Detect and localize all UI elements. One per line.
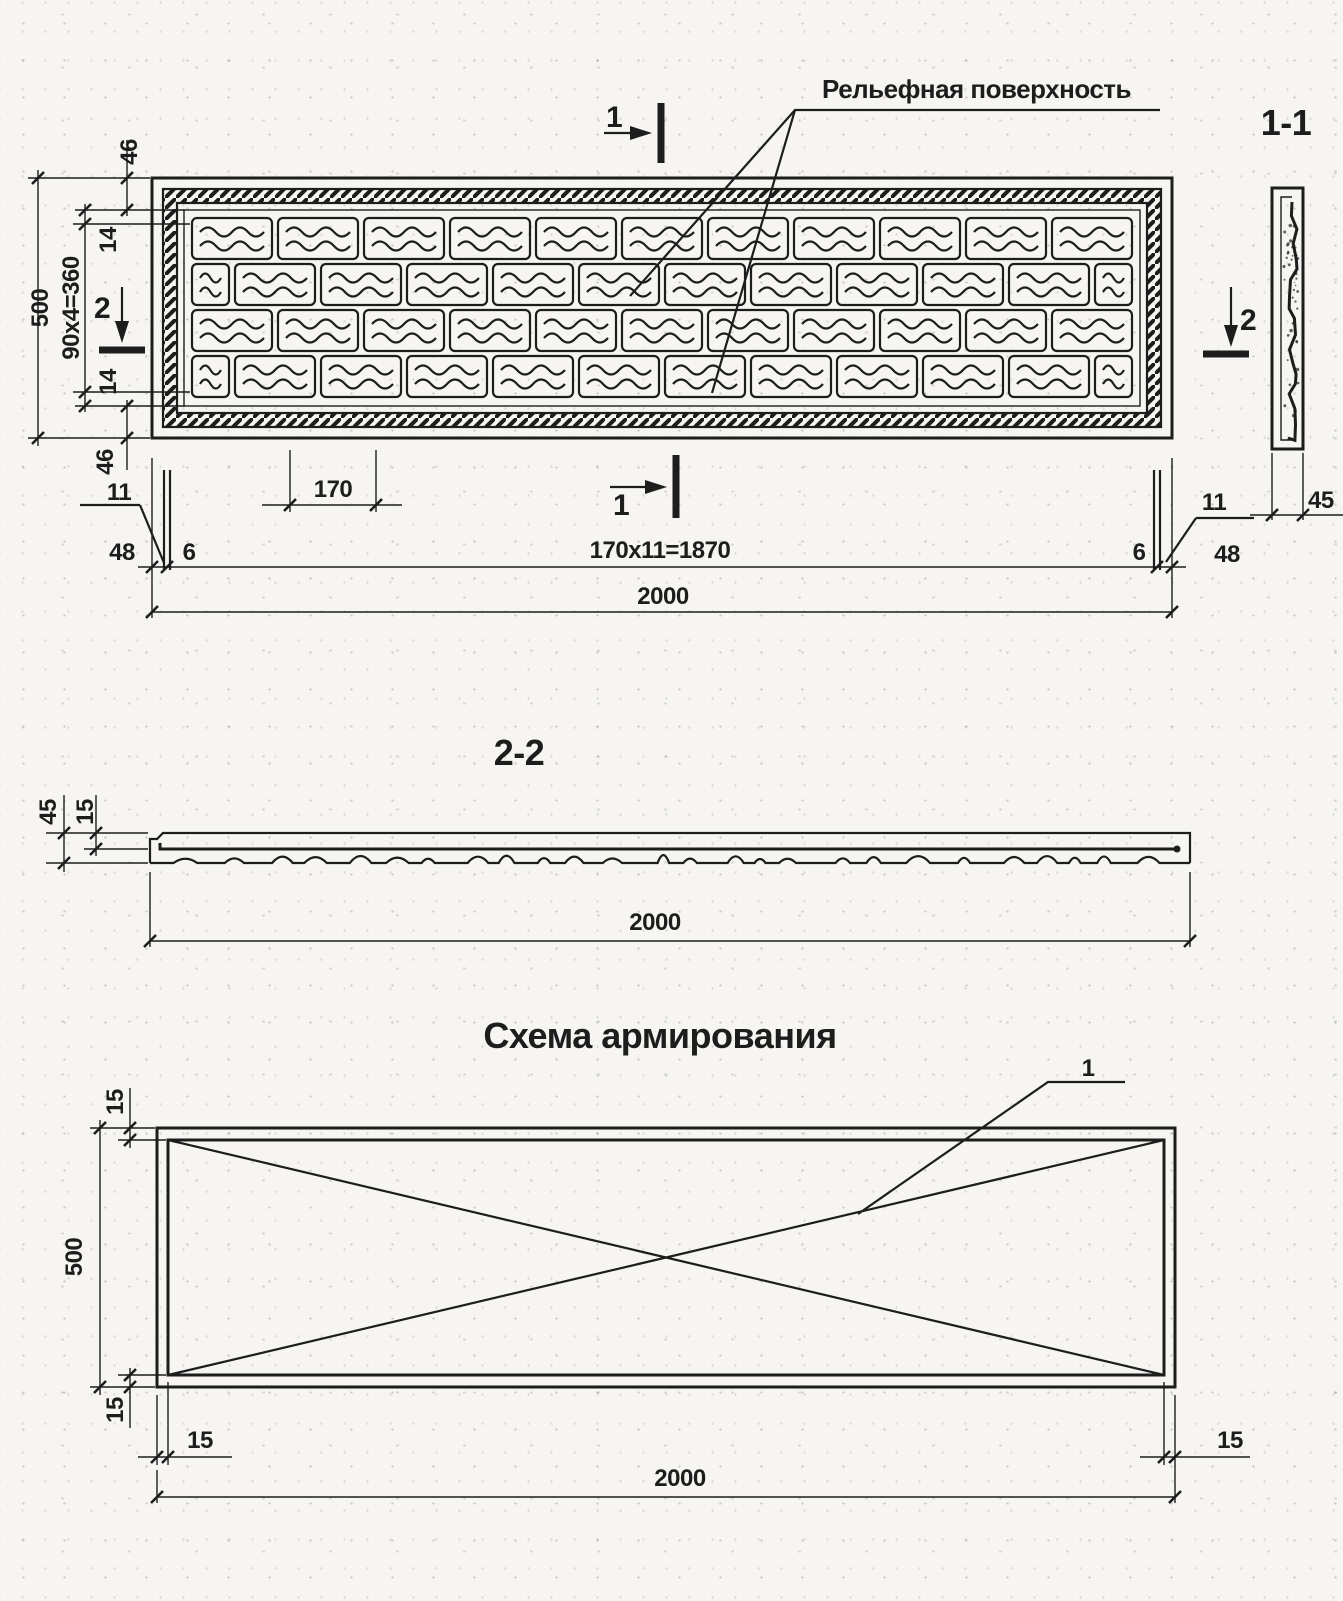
- stipple-dot: [1288, 305, 1290, 307]
- stipple-dot: [1292, 322, 1295, 325]
- arrow-right-icon: [645, 480, 667, 494]
- relief-wave: [888, 334, 952, 343]
- stipple-dot: [1286, 257, 1288, 259]
- relief-wave: [759, 288, 823, 297]
- stipple-dot: [1295, 265, 1298, 268]
- stipple-dot: [1295, 254, 1298, 257]
- dim-90x4-360: 90x4=360: [58, 256, 85, 360]
- relief-wave: [1103, 380, 1124, 389]
- relief-wave: [673, 288, 737, 297]
- stipple-dot: [1295, 285, 1297, 287]
- relief-wave: [501, 380, 565, 389]
- rebar-end-dot: [1174, 846, 1181, 853]
- stipple-dot: [1292, 255, 1294, 257]
- relief-wave: [1103, 288, 1124, 297]
- relief-wave: [845, 288, 909, 297]
- stipple-dot: [1289, 239, 1292, 242]
- relief-wave: [673, 380, 737, 389]
- brick: [708, 310, 788, 351]
- section-1-1-outline: [1272, 188, 1303, 449]
- section-mark-2-right-label: 2: [1240, 304, 1257, 337]
- stipple-dot: [1289, 224, 1293, 228]
- brick: [493, 356, 573, 397]
- brick: [579, 264, 659, 305]
- brick: [192, 310, 272, 351]
- relief-wave: [544, 242, 608, 251]
- relief-wave: [458, 334, 522, 343]
- dim-15-scheme-bottom: 15: [102, 1397, 129, 1423]
- relief-wave: [888, 242, 952, 251]
- stipple-dot: [1296, 307, 1298, 309]
- stipple-dot: [1294, 272, 1297, 275]
- dim-2000-scheme: 2000: [654, 1465, 706, 1492]
- brick: [278, 310, 358, 351]
- relief-wave: [974, 334, 1038, 343]
- relief-wave: [931, 380, 995, 389]
- relief-wave: [1103, 366, 1124, 375]
- dim-15-section22: 15: [72, 799, 99, 825]
- dimension-lines: [28, 140, 1343, 1503]
- brick: [794, 310, 874, 351]
- brick: [1095, 264, 1132, 305]
- stipple-dot: [1295, 277, 1297, 279]
- brick: [751, 356, 831, 397]
- relief-wave: [243, 366, 307, 375]
- relief-wave: [200, 288, 221, 297]
- relief-wave: [329, 366, 393, 375]
- relief-wave: [544, 228, 608, 237]
- relief-wave: [1017, 380, 1081, 389]
- dim-15-scheme-right: 15: [1217, 1427, 1243, 1454]
- brick: [837, 356, 917, 397]
- stipple-dot: [1296, 290, 1299, 293]
- brick: [1052, 310, 1132, 351]
- brick: [1095, 356, 1132, 397]
- brick: [1009, 264, 1089, 305]
- relief-wave: [888, 228, 952, 237]
- relief-wave: [1017, 366, 1081, 375]
- dim-15-scheme-left: 15: [187, 1427, 213, 1454]
- relief-wave: [974, 228, 1038, 237]
- relief-wave: [630, 320, 694, 329]
- dim-6-right: 6: [1132, 539, 1146, 566]
- relief-wave: [587, 288, 651, 297]
- relief-wave: [286, 320, 350, 329]
- relief-wave: [716, 320, 780, 329]
- brick: [364, 218, 444, 259]
- dim-14-top: 14: [95, 227, 122, 253]
- relief-wave: [372, 334, 436, 343]
- section-mark-2-right: [1203, 287, 1257, 354]
- dim-2000-section22: 2000: [629, 909, 681, 936]
- relief-wave: [243, 274, 307, 283]
- dim-48-left: 48: [109, 539, 135, 566]
- relief-wave: [716, 334, 780, 343]
- relief-wave: [931, 288, 995, 297]
- relief-wave: [200, 320, 264, 329]
- relief-wave: [200, 274, 221, 283]
- relief-wave: [974, 242, 1038, 251]
- brick: [751, 264, 831, 305]
- stipple-dot: [1294, 300, 1296, 302]
- relief-wave: [802, 228, 866, 237]
- stipple-dot: [1283, 231, 1286, 234]
- pin-or-leader-line: [1166, 518, 1196, 562]
- relief-wave: [329, 380, 393, 389]
- relief-wave: [1060, 242, 1124, 251]
- brick: [923, 264, 1003, 305]
- brick: [1052, 218, 1132, 259]
- relief-profile-line: [1288, 202, 1297, 440]
- brick: [665, 356, 745, 397]
- stipple-dot: [1289, 329, 1292, 332]
- brick: [321, 264, 401, 305]
- stipple-dot: [1295, 247, 1297, 249]
- relief-wave: [845, 274, 909, 283]
- brick: [192, 264, 229, 305]
- relief-wave: [286, 334, 350, 343]
- relief-wave: [372, 242, 436, 251]
- relief-wave: [458, 228, 522, 237]
- stipple-dot: [1291, 259, 1293, 261]
- section-mark-1-top: [604, 101, 661, 163]
- stipple-dot: [1288, 347, 1291, 350]
- stipple-dot: [1297, 382, 1300, 385]
- relief-wave: [931, 274, 995, 283]
- brick: [536, 218, 616, 259]
- plan-view: [27, 74, 1257, 610]
- dim-45-section11: 45: [1308, 487, 1334, 514]
- brick: [622, 310, 702, 351]
- relief-wave: [329, 288, 393, 297]
- relief-wave: [501, 274, 565, 283]
- relief-wave: [415, 288, 479, 297]
- relief-wave: [415, 366, 479, 375]
- relief-wave: [1017, 274, 1081, 283]
- relief-wave: [845, 380, 909, 389]
- rope-border-outer: [163, 189, 1161, 427]
- brick: [450, 310, 530, 351]
- relief-wave: [716, 242, 780, 251]
- dim-500: 500: [27, 288, 54, 328]
- brick: [235, 356, 315, 397]
- item-11-left-label: 11: [106, 479, 132, 506]
- relief-wave: [802, 320, 866, 329]
- section-mark-1-top-label: 1: [606, 101, 623, 134]
- relief-wave: [501, 366, 565, 375]
- relief-wave: [1060, 334, 1124, 343]
- relief-wave: [501, 288, 565, 297]
- stipple-dot: [1293, 289, 1295, 291]
- relief-wave: [200, 334, 264, 343]
- relief-wave: [931, 366, 995, 375]
- section-1-1-view: [1261, 102, 1334, 514]
- reinforcement-scheme: [61, 1015, 1243, 1492]
- arrow-down-icon: [115, 321, 129, 343]
- relief-wave: [458, 320, 522, 329]
- relief-surface-label: Рельефная поверхность: [822, 74, 1132, 104]
- brick: [192, 356, 229, 397]
- relief-wave: [286, 228, 350, 237]
- dim-46-bottom: 46: [92, 449, 119, 475]
- dim-170: 170: [313, 476, 353, 503]
- relief-wave: [243, 380, 307, 389]
- reinforcement-title: Схема армирования: [483, 1015, 837, 1056]
- section-2-2-rebar: [160, 843, 1176, 849]
- section-1-1-title: 1-1: [1260, 102, 1312, 143]
- dim-46-top: 46: [116, 139, 143, 165]
- brick-relief-pattern: [192, 218, 1132, 397]
- arrow-right-icon: [630, 126, 652, 140]
- stipple-dot: [1293, 224, 1296, 227]
- section-mark-2-left: [94, 287, 145, 350]
- section-mark-2-left-label: 2: [94, 292, 111, 325]
- stipple-dot: [1288, 263, 1291, 266]
- relief-wave: [630, 334, 694, 343]
- stipple-dot: [1283, 404, 1286, 407]
- relief-wave: [1060, 320, 1124, 329]
- relief-wave: [759, 380, 823, 389]
- relief-wave: [415, 380, 479, 389]
- relief-wave: [200, 380, 221, 389]
- relief-wave: [286, 242, 350, 251]
- brick-field-frame: [184, 210, 1140, 406]
- item-11-right-label: 11: [1201, 489, 1227, 516]
- relief-wave: [200, 228, 264, 237]
- brick: [407, 356, 487, 397]
- relief-wave: [587, 366, 651, 375]
- relief-wave: [372, 320, 436, 329]
- brick: [923, 356, 1003, 397]
- stipple-dot: [1295, 340, 1298, 343]
- relief-wave: [673, 274, 737, 283]
- brick: [1009, 356, 1089, 397]
- stipple-dot: [1294, 337, 1296, 339]
- dim-14-bottom: 14: [95, 369, 122, 395]
- relief-wave: [888, 320, 952, 329]
- dim-6-left: 6: [182, 539, 196, 566]
- section-1-1-relief-texture: [1282, 202, 1299, 440]
- stipple-dot: [1287, 334, 1290, 337]
- section-1-1-inner-edge: [1281, 197, 1292, 440]
- relief-wave: [802, 242, 866, 251]
- relief-wave: [544, 320, 608, 329]
- relief-wave: [200, 242, 264, 251]
- relief-wave: [587, 274, 651, 283]
- brick: [665, 264, 745, 305]
- stipple-dot: [1291, 246, 1294, 249]
- brick: [493, 264, 573, 305]
- stipple-dot: [1287, 242, 1290, 245]
- brick: [321, 356, 401, 397]
- brick: [880, 310, 960, 351]
- brick: [450, 218, 530, 259]
- relief-wave: [630, 242, 694, 251]
- item-1-label: 1: [1081, 1055, 1095, 1082]
- stipple-dot: [1287, 252, 1290, 255]
- relief-wave: [243, 288, 307, 297]
- relief-wave: [1017, 288, 1081, 297]
- relief-wave: [200, 366, 221, 375]
- section-2-2-view: [35, 732, 1190, 936]
- dim-2000-plan: 2000: [637, 583, 689, 610]
- brick: [536, 310, 616, 351]
- stipple-dot: [1289, 383, 1292, 386]
- brick: [966, 310, 1046, 351]
- dim-48-right: 48: [1214, 541, 1240, 568]
- stipple-dot: [1297, 257, 1300, 260]
- relief-wave: [544, 334, 608, 343]
- brick: [622, 218, 702, 259]
- relief-wave: [845, 366, 909, 375]
- relief-wave: [716, 228, 780, 237]
- relief-wave: [673, 366, 737, 375]
- dim-15-scheme-top: 15: [102, 1089, 129, 1115]
- relief-wave: [759, 366, 823, 375]
- stipple-dot: [1287, 359, 1289, 361]
- stipple-dot: [1292, 414, 1295, 417]
- section-mark-1-bottom-label: 1: [613, 489, 630, 522]
- brick: [966, 218, 1046, 259]
- relief-wave: [759, 274, 823, 283]
- brick: [708, 218, 788, 259]
- brick: [192, 218, 272, 259]
- arrow-down-icon: [1224, 325, 1238, 347]
- brick: [407, 264, 487, 305]
- stipple-dot: [1292, 297, 1294, 299]
- stipple-dot: [1284, 279, 1286, 281]
- section-2-2-relief-bottom: [150, 855, 1190, 863]
- stipple-dot: [1294, 410, 1297, 413]
- dim-170x11-1870: 170x11=1870: [589, 537, 731, 564]
- brick: [880, 218, 960, 259]
- relief-wave: [802, 334, 866, 343]
- relief-wave: [372, 228, 436, 237]
- rope-border-hatch: [163, 189, 1161, 427]
- relief-wave: [458, 242, 522, 251]
- relief-wave: [415, 274, 479, 283]
- brick: [278, 218, 358, 259]
- dim-45-section22: 45: [35, 799, 62, 825]
- brick: [837, 264, 917, 305]
- stipple-dot: [1296, 368, 1300, 372]
- relief-wave: [974, 320, 1038, 329]
- brick: [364, 310, 444, 351]
- relief-wave: [1103, 274, 1124, 283]
- item-1-leader: [858, 1082, 1125, 1214]
- relief-wave: [329, 274, 393, 283]
- section-2-2-title: 2-2: [493, 732, 545, 773]
- relief-wave: [587, 380, 651, 389]
- brick: [235, 264, 315, 305]
- stipple-dot: [1282, 265, 1285, 268]
- brick: [794, 218, 874, 259]
- section-mark-1-bottom: [610, 455, 676, 522]
- dim-500-scheme: 500: [61, 1237, 88, 1277]
- brick: [579, 356, 659, 397]
- relief-wave: [1060, 228, 1124, 237]
